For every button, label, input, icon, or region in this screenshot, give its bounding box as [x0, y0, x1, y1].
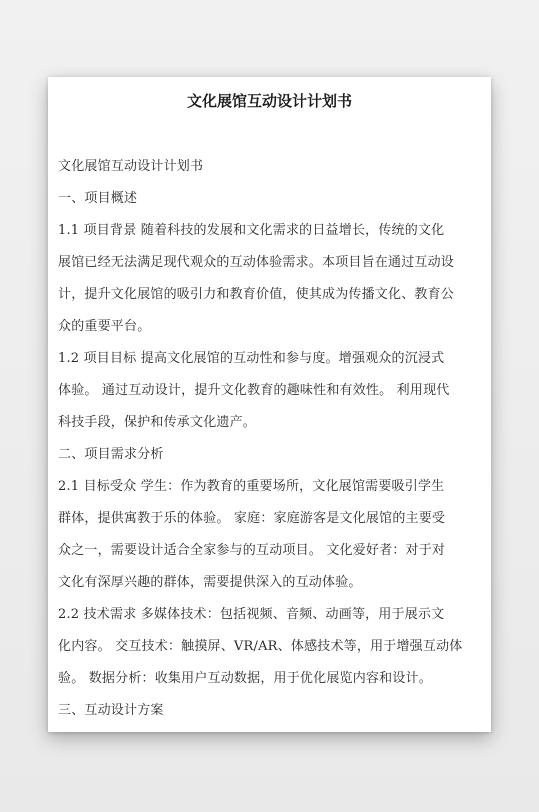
body-line: 众之一，需要设计适合全家参与的互动项目。 文化爱好者：对于对 — [58, 543, 446, 558]
body-line: 验。 数据分析：收集用户互动数据，用于优化展览内容和设计。 — [58, 671, 432, 686]
body-line: 展馆已经无法满足现代观众的互动体验需求。本项目旨在通过互动设 — [58, 255, 455, 270]
body-line: 计，提升文化展馆的吸引力和教育价值，使其成为传播文化、教育公 — [58, 287, 455, 302]
body-line: 1.1 项目背景 随着科技的发展和文化需求的日益增长，传统的文化 — [58, 223, 445, 238]
body-line: 文化展馆互动设计计划书 — [58, 159, 204, 174]
body-line: 1.2 项目目标 提高文化展馆的互动性和参与度。增强观众的沉浸式 — [58, 351, 445, 366]
body-line: 文化有深厚兴趣的群体，需要提供深入的互动体验。 — [58, 575, 362, 590]
section-heading: 二、项目需求分析 — [58, 447, 164, 462]
body-line: 化内容。 交互技术：触摸屏、VR/AR、体感技术等，用于增强互动体 — [58, 639, 463, 654]
document-title: 文化展馆互动设计计划书 — [186, 92, 352, 110]
body-line: 科技手段，保护和传承文化遗产。 — [58, 415, 257, 430]
section-heading: 三、互动设计方案 — [58, 703, 164, 718]
body-line: 众的重要平台。 — [58, 319, 151, 334]
section-heading: 一、项目概述 — [58, 191, 138, 206]
body-line: 体验。 通过互动设计，提升文化教育的趣味性和有效性。 利用现代 — [58, 383, 450, 398]
document-page — [48, 77, 491, 732]
body-line: 2.1 目标受众 学生：作为教育的重要场所，文化展馆需要吸引学生 — [58, 479, 445, 494]
body-line: 2.2 技术需求 多媒体技术：包括视频、音频、动画等，用于展示文 — [58, 607, 445, 622]
body-line: 群体，提供寓教于乐的体验。 家庭：家庭游客是文化展馆的主要受 — [58, 511, 446, 526]
document-body — [58, 151, 491, 727]
